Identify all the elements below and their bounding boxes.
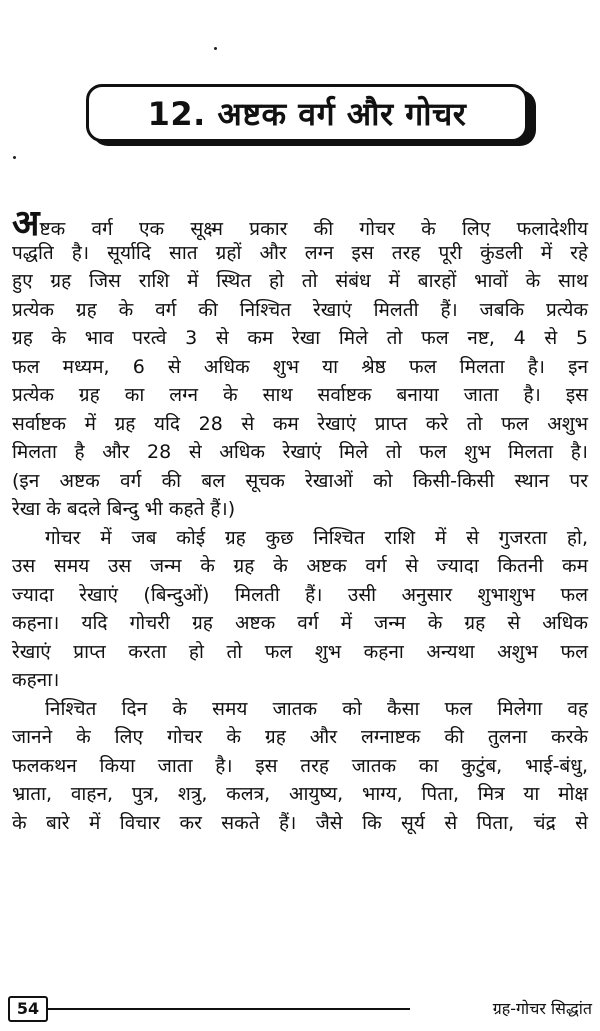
text-line: निश्चित दिन के समय जातक को कैसा फल मिलेगा वह xyxy=(45,697,588,720)
text-line: हुए ग्रह जिस राशि में स्थित हो तो संबंध में बारहों भावों के साथ xyxy=(12,270,588,292)
text-line: गोचर में जब कोई ग्रह कुछ निश्चित राशि में से गुजरता हो, xyxy=(45,526,588,549)
text-line: उस समय उस जन्म के ग्रह के अष्टक वर्ग से ज्यादा कितनी कम xyxy=(12,555,588,577)
text-line: ज्यादा रेखाएं (बिन्दुओं) मिलती हैं। उसी अनुसार शुभाशुभ फल xyxy=(12,583,588,606)
chapter-title: 12. अष्टक वर्ग और गोचर xyxy=(86,84,528,142)
text-line: मिलता है और 28 से अधिक रेखाएं मिले तो फल शुभ मिलता है। xyxy=(12,441,588,463)
text-line: के बारे में विचार कर सकते हैं। जैसे कि सूर्य से पिता, चंद्र से xyxy=(12,811,588,834)
text-line: पद्धति है। सूर्यादि सात ग्रहों और लग्न इस तरह पूरी कुंडली में रहे xyxy=(12,241,588,264)
footer-rule xyxy=(48,1008,410,1010)
scan-speck xyxy=(13,156,16,159)
text-line: सर्वाष्टक में ग्रह यदि 28 से कम रेखाएं प्राप्त करे तो फल अशुभ xyxy=(12,412,588,435)
text-line xyxy=(12,203,588,244)
paragraph-1 xyxy=(12,203,588,524)
drop-cap: अ xyxy=(12,203,40,244)
chapter-title-frame xyxy=(86,84,536,146)
text-line: प्रत्येक ग्रह का लग्न के साथ सर्वाष्टक बनाया जाता है। इस xyxy=(12,384,588,406)
text-line: (इन अष्टक वर्ग की बल सूचक रेखाओं को किसी-किसी स्थान पर xyxy=(12,469,588,492)
text-line: रेखा के बदले बिन्दु भी कहते हैं।) xyxy=(12,498,236,520)
text-line: जानने के लिए गोचर के ग्रह और लग्नाष्टक की तुलना करके xyxy=(12,726,588,748)
scan-speck xyxy=(214,47,217,50)
text-line: फलकथन किया जाता है। इस तरह जातक का कुटुंब, भाई-बंधु, xyxy=(12,754,588,777)
text-line: कहना। xyxy=(12,669,60,691)
text-line: फल मध्यम, 6 से अधिक शुभ या श्रेष्ठ फल मिलता है। इन xyxy=(12,355,588,378)
running-title: ग्रह-गोचर सिद्धांत xyxy=(492,999,592,1018)
paragraph-2 xyxy=(12,524,588,695)
page-footer xyxy=(8,996,592,1022)
text-line: भ्राता, वाहन, पुत्र, शत्रु, कलत्र, आयुष्य, भाग्य, पिता, मित्र या मोक्ष xyxy=(12,783,588,805)
text-line: रेखाएं प्राप्त करता हो तो फल शुभ कहना अन्यथा अशुभ फल xyxy=(12,640,588,663)
text-line: ग्रह के भाव परत्वे 3 से कम रेखा मिले तो फल नष्ट, 4 से 5 xyxy=(12,327,588,349)
page-body xyxy=(12,203,588,837)
paragraph-3 xyxy=(12,695,588,838)
text-line-content: ष्टक वर्ग एक सूक्ष्म प्रकार की गोचर के लिए फलादेशीय xyxy=(39,218,588,240)
page-number: 54 xyxy=(8,996,48,1022)
text-line: प्रत्येक ग्रह के वर्ग की निश्चित रेखाएं मिलती हैं। जबकि प्रत्येक xyxy=(12,298,588,321)
text-line: कहना। यदि गोचरी ग्रह अष्टक वर्ग में जन्म के ग्रह से अधिक xyxy=(12,612,588,634)
